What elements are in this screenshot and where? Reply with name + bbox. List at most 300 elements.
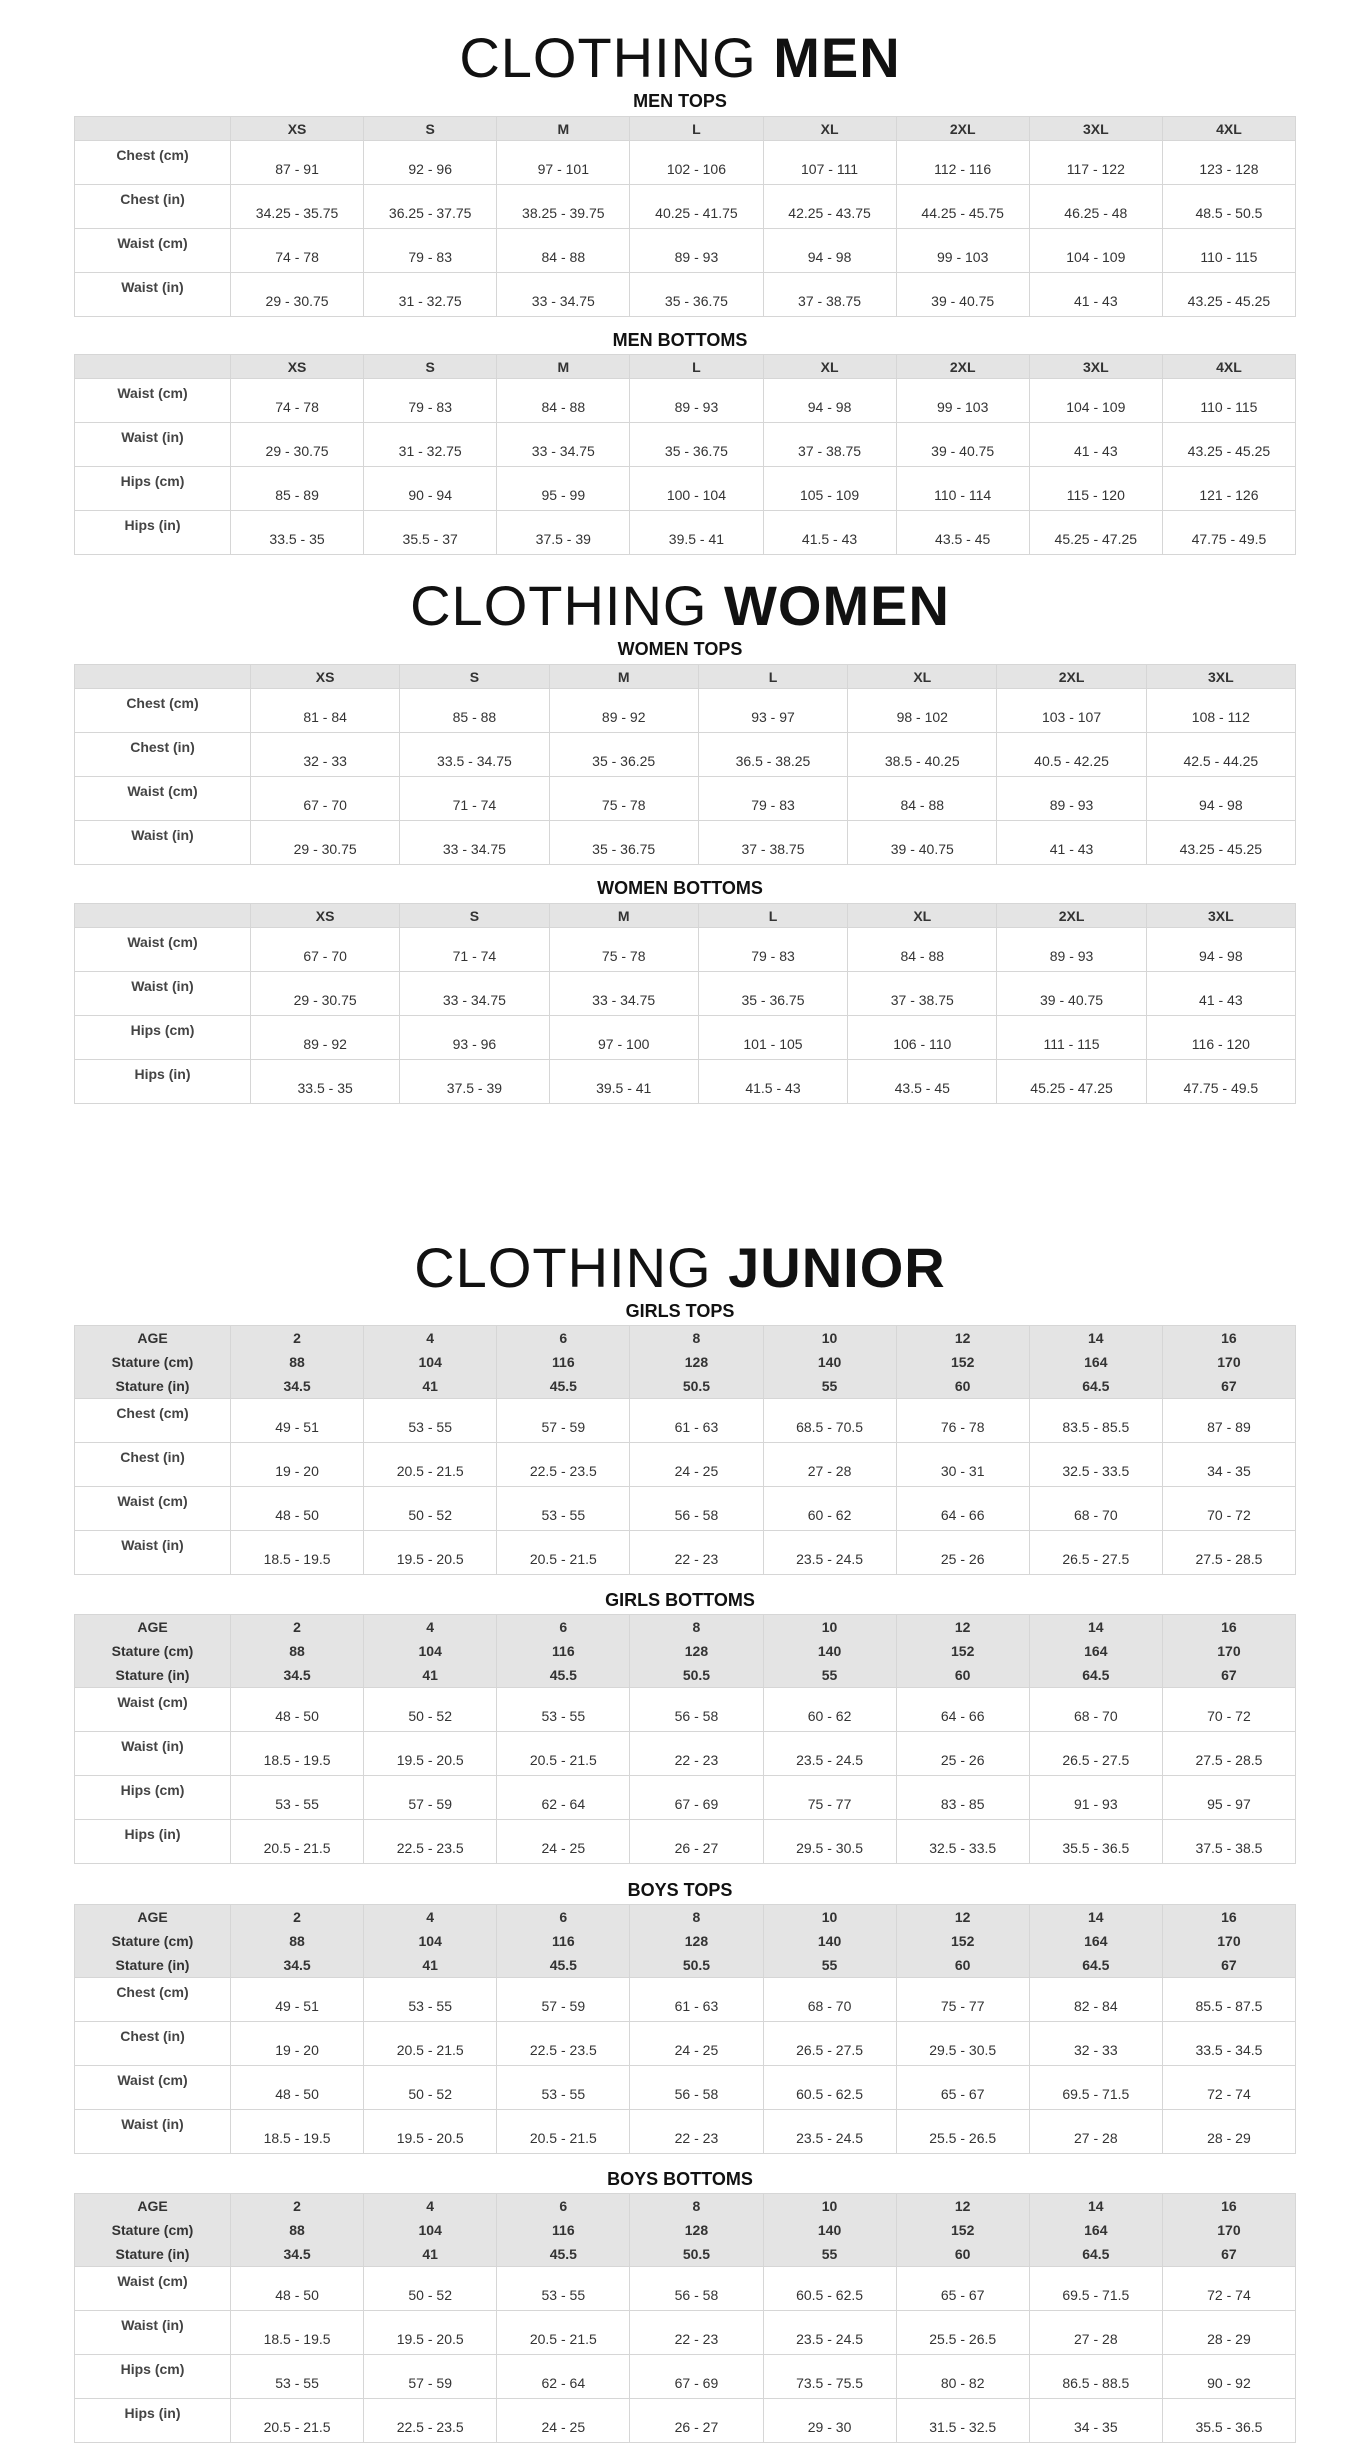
measurement-cell: 60 - 62 — [763, 1688, 896, 1732]
measurement-cell: 68 - 70 — [1029, 1487, 1162, 1531]
size-header-cell: M — [497, 117, 630, 141]
measurement-cell: 31 - 32.75 — [364, 273, 497, 317]
measurement-cell: 57 - 59 — [364, 2355, 497, 2399]
measurement-cell: 92 - 96 — [364, 141, 497, 185]
row-label: Waist (in) — [75, 2311, 231, 2355]
size-header-cell: L — [698, 904, 847, 928]
measurement-cell: 41 - 43 — [1029, 423, 1162, 467]
measurement-cell: 20.5 - 21.5 — [497, 1531, 630, 1575]
measurement-cell: 89 - 92 — [251, 1016, 400, 1060]
age-header-cell: 6 — [497, 1905, 630, 1930]
age-header-cell: 2 — [231, 1905, 364, 1930]
measurement-cell: 32 - 33 — [251, 733, 400, 777]
measurement-cell: 53 - 55 — [497, 1688, 630, 1732]
row-label: Hips (cm) — [75, 467, 231, 511]
stature-cm-header-cell: 116 — [497, 1639, 630, 1663]
stature-cm-header-label: Stature (cm) — [75, 1639, 231, 1663]
measurement-cell: 90 - 94 — [364, 467, 497, 511]
section-title-junior — [0, 1236, 1360, 1299]
stature-in-header-label: Stature (in) — [75, 1953, 231, 1978]
stature-cm-header-cell: 164 — [1029, 1929, 1162, 1953]
measurement-cell: 20.5 - 21.5 — [231, 2399, 364, 2443]
table-row — [75, 1016, 1296, 1060]
measurement-cell: 123 - 128 — [1162, 141, 1295, 185]
measurement-cell: 27 - 28 — [763, 1443, 896, 1487]
measurement-cell: 41 - 43 — [1146, 972, 1295, 1016]
size-header-cell: XL — [763, 355, 896, 379]
measurement-cell: 57 - 59 — [497, 1978, 630, 2022]
age-header-cell: 6 — [497, 1326, 630, 1351]
age-header-cell: 10 — [763, 1905, 896, 1930]
measurement-cell: 26 - 27 — [630, 1820, 763, 1864]
stature-in-header-cell: 64.5 — [1029, 1374, 1162, 1399]
stature-cm-header-cell: 128 — [630, 1929, 763, 1953]
measurement-cell: 29 - 30.75 — [251, 821, 400, 865]
stature-cm-header-cell: 164 — [1029, 2218, 1162, 2242]
measurement-cell: 110 - 114 — [896, 467, 1029, 511]
size-header-cell: XL — [848, 904, 997, 928]
table-row — [75, 777, 1296, 821]
row-label: Chest (in) — [75, 185, 231, 229]
measurement-cell: 29 - 30 — [763, 2399, 896, 2443]
measurement-cell: 20.5 - 21.5 — [497, 1732, 630, 1776]
measurement-cell: 105 - 109 — [763, 467, 896, 511]
measurement-cell: 23.5 - 24.5 — [763, 2110, 896, 2154]
stature-cm-header-cell: 164 — [1029, 1639, 1162, 1663]
measurement-cell: 47.75 - 49.5 — [1146, 1060, 1295, 1104]
measurement-cell: 41.5 - 43 — [763, 511, 896, 555]
measurement-cell: 29.5 - 30.5 — [763, 1820, 896, 1864]
measurement-cell: 29.5 - 30.5 — [896, 2022, 1029, 2066]
size-header-cell: L — [698, 665, 847, 689]
row-label: Waist (cm) — [75, 777, 251, 821]
age-header-cell: 14 — [1029, 1326, 1162, 1351]
measurement-cell: 25.5 - 26.5 — [896, 2311, 1029, 2355]
measurement-cell: 110 - 115 — [1162, 379, 1295, 423]
measurement-cell: 50 - 52 — [364, 2066, 497, 2110]
measurement-cell: 62 - 64 — [497, 2355, 630, 2399]
size-header-cell: S — [400, 665, 549, 689]
section-title-women — [0, 574, 1360, 637]
measurement-cell: 19.5 - 20.5 — [364, 1531, 497, 1575]
table-row — [75, 1688, 1296, 1732]
table-row — [75, 2355, 1296, 2399]
measurement-cell: 117 - 122 — [1029, 141, 1162, 185]
stature-in-header-cell: 64.5 — [1029, 1663, 1162, 1688]
measurement-cell: 37.5 - 38.5 — [1162, 1820, 1295, 1864]
table-row — [75, 1531, 1296, 1575]
stature-cm-header-cell: 88 — [231, 1639, 364, 1663]
measurement-cell: 50 - 52 — [364, 1688, 497, 1732]
measurement-cell: 33.5 - 34.75 — [400, 733, 549, 777]
measurement-cell: 18.5 - 19.5 — [231, 1531, 364, 1575]
measurement-cell: 33 - 34.75 — [400, 972, 549, 1016]
age-header-cell: 16 — [1162, 2194, 1295, 2219]
stature-cm-header-cell: 140 — [763, 1929, 896, 1953]
stature-in-header-cell: 67 — [1162, 2242, 1295, 2267]
measurement-cell: 24 - 25 — [497, 1820, 630, 1864]
stature-in-header-cell: 50.5 — [630, 1953, 763, 1978]
measurement-cell: 102 - 106 — [630, 141, 763, 185]
table-title-girls-tops: GIRLS TOPS — [625, 1301, 735, 1321]
size-header-cell: 4XL — [1162, 355, 1295, 379]
table-row — [75, 1487, 1296, 1531]
measurement-cell: 79 - 83 — [364, 229, 497, 273]
table-row — [75, 1060, 1296, 1104]
measurement-cell: 61 - 63 — [630, 1399, 763, 1443]
measurement-cell: 87 - 89 — [1162, 1399, 1295, 1443]
size-header-cell: 3XL — [1029, 355, 1162, 379]
stature-in-header-cell: 67 — [1162, 1953, 1295, 1978]
section-title-bold: JUNIOR — [728, 1236, 946, 1299]
stature-in-header-cell: 55 — [763, 1374, 896, 1399]
measurement-cell: 97 - 101 — [497, 141, 630, 185]
measurement-cell: 85.5 - 87.5 — [1162, 1978, 1295, 2022]
measurement-cell: 44.25 - 45.75 — [896, 185, 1029, 229]
measurement-cell: 86.5 - 88.5 — [1029, 2355, 1162, 2399]
measurement-cell: 53 - 55 — [364, 1399, 497, 1443]
stature-cm-header-label: Stature (cm) — [75, 1929, 231, 1953]
row-label: Waist (cm) — [75, 1487, 231, 1531]
measurement-cell: 48 - 50 — [231, 1688, 364, 1732]
stature-in-header-cell: 41 — [364, 1663, 497, 1688]
stature-cm-header-label: Stature (cm) — [75, 2218, 231, 2242]
measurement-cell: 20.5 - 21.5 — [231, 1820, 364, 1864]
size-header-row — [75, 117, 1296, 141]
measurement-cell: 27.5 - 28.5 — [1162, 1531, 1295, 1575]
measurement-cell: 89 - 93 — [997, 777, 1146, 821]
size-header-cell: 3XL — [1146, 665, 1295, 689]
row-label: Waist (cm) — [75, 2066, 231, 2110]
age-header-row — [75, 1326, 1296, 1351]
measurement-cell: 71 - 74 — [400, 777, 549, 821]
measurement-cell: 72 - 74 — [1162, 2267, 1295, 2311]
measurement-cell: 73.5 - 75.5 — [763, 2355, 896, 2399]
measurement-cell: 116 - 120 — [1146, 1016, 1295, 1060]
stature-cm-header-cell: 128 — [630, 2218, 763, 2242]
measurement-cell: 84 - 88 — [497, 379, 630, 423]
size-table-girls-tops — [74, 1325, 1296, 1575]
measurement-cell: 36.5 - 38.25 — [698, 733, 847, 777]
measurement-cell: 75 - 78 — [549, 777, 698, 821]
measurement-cell: 70 - 72 — [1162, 1688, 1295, 1732]
table-row — [75, 511, 1296, 555]
table-row — [75, 1820, 1296, 1864]
measurement-cell: 89 - 93 — [630, 379, 763, 423]
measurement-cell: 47.75 - 49.5 — [1162, 511, 1295, 555]
measurement-cell: 121 - 126 — [1162, 467, 1295, 511]
age-header-label: AGE — [75, 2194, 231, 2219]
measurement-cell: 38.25 - 39.75 — [497, 185, 630, 229]
measurement-cell: 69.5 - 71.5 — [1029, 2066, 1162, 2110]
row-label: Chest (cm) — [75, 689, 251, 733]
size-header-cell: M — [549, 665, 698, 689]
stature-in-header-row — [75, 1374, 1296, 1399]
measurement-cell: 18.5 - 19.5 — [231, 2311, 364, 2355]
table-title-boys-bottoms: BOYS BOTTOMS — [607, 2169, 753, 2189]
age-header-cell: 16 — [1162, 1905, 1295, 1930]
stature-cm-header-cell: 88 — [231, 2218, 364, 2242]
stature-in-header-cell: 34.5 — [231, 1663, 364, 1688]
measurement-cell: 28 - 29 — [1162, 2110, 1295, 2154]
measurement-cell: 32.5 - 33.5 — [1029, 1443, 1162, 1487]
measurement-cell: 35 - 36.75 — [549, 821, 698, 865]
measurement-cell: 108 - 112 — [1146, 689, 1295, 733]
measurement-cell: 94 - 98 — [1146, 777, 1295, 821]
age-header-cell: 8 — [630, 1326, 763, 1351]
measurement-cell: 20.5 - 21.5 — [364, 1443, 497, 1487]
measurement-cell: 28 - 29 — [1162, 2311, 1295, 2355]
measurement-cell: 35 - 36.25 — [549, 733, 698, 777]
measurement-cell: 39 - 40.75 — [848, 821, 997, 865]
measurement-cell: 49 - 51 — [231, 1978, 364, 2022]
age-header-cell: 14 — [1029, 1905, 1162, 1930]
measurement-cell: 48 - 50 — [231, 2267, 364, 2311]
stature-cm-header-cell: 104 — [364, 1639, 497, 1663]
measurement-cell: 99 - 103 — [896, 229, 1029, 273]
measurement-cell: 41 - 43 — [997, 821, 1146, 865]
size-header-cell: 3XL — [1146, 904, 1295, 928]
stature-cm-header-cell: 116 — [497, 2218, 630, 2242]
measurement-cell: 79 - 83 — [698, 777, 847, 821]
table-row — [75, 141, 1296, 185]
size-table-men-tops — [74, 116, 1296, 317]
measurement-cell: 42.25 - 43.75 — [763, 185, 896, 229]
size-header-cell: 2XL — [997, 665, 1146, 689]
measurement-cell: 84 - 88 — [848, 928, 997, 972]
measurement-cell: 39 - 40.75 — [896, 423, 1029, 467]
row-label: Waist (in) — [75, 972, 251, 1016]
measurement-cell: 39.5 - 41 — [549, 1060, 698, 1104]
age-header-cell: 10 — [763, 1615, 896, 1640]
measurement-cell: 48.5 - 50.5 — [1162, 185, 1295, 229]
measurement-cell: 39 - 40.75 — [896, 273, 1029, 317]
row-label: Hips (cm) — [75, 1776, 231, 1820]
stature-cm-header-cell: 104 — [364, 1350, 497, 1374]
measurement-cell: 62 - 64 — [497, 1776, 630, 1820]
stature-in-header-cell: 45.5 — [497, 2242, 630, 2267]
measurement-cell: 29 - 30.75 — [231, 273, 364, 317]
table-row — [75, 2110, 1296, 2154]
measurement-cell: 37 - 38.75 — [848, 972, 997, 1016]
measurement-cell: 43.25 - 45.25 — [1162, 273, 1295, 317]
stature-cm-header-cell: 140 — [763, 1350, 896, 1374]
age-header-cell: 12 — [896, 1326, 1029, 1351]
measurement-cell: 85 - 88 — [400, 689, 549, 733]
measurement-cell: 79 - 83 — [364, 379, 497, 423]
section-title-light: CLOTHING — [459, 26, 774, 89]
stature-in-header-cell: 64.5 — [1029, 1953, 1162, 1978]
row-label: Chest (in) — [75, 733, 251, 777]
size-header-cell: XS — [231, 355, 364, 379]
measurement-cell: 60.5 - 62.5 — [763, 2066, 896, 2110]
measurement-cell: 20.5 - 21.5 — [364, 2022, 497, 2066]
row-label: Hips (in) — [75, 2399, 231, 2443]
row-label: Chest (cm) — [75, 1399, 231, 1443]
stature-in-header-cell: 67 — [1162, 1374, 1295, 1399]
section-title-men — [0, 26, 1360, 89]
measurement-cell: 19.5 - 20.5 — [364, 1732, 497, 1776]
age-header-label: AGE — [75, 1326, 231, 1351]
stature-cm-header-cell: 152 — [896, 1350, 1029, 1374]
age-header-row — [75, 1905, 1296, 1930]
stature-in-header-cell: 55 — [763, 2242, 896, 2267]
measurement-cell: 67 - 69 — [630, 1776, 763, 1820]
measurement-cell: 72 - 74 — [1162, 2066, 1295, 2110]
measurement-cell: 37.5 - 39 — [497, 511, 630, 555]
stature-in-header-cell: 45.5 — [497, 1953, 630, 1978]
measurement-cell: 40.25 - 41.75 — [630, 185, 763, 229]
measurement-cell: 53 - 55 — [497, 2267, 630, 2311]
table-row — [75, 2399, 1296, 2443]
stature-cm-header-cell: 152 — [896, 1929, 1029, 1953]
row-label: Hips (in) — [75, 1060, 251, 1104]
table-title-men-tops: MEN TOPS — [633, 91, 727, 111]
stature-cm-header-cell: 170 — [1162, 1639, 1295, 1663]
measurement-cell: 19.5 - 20.5 — [364, 2110, 497, 2154]
size-header-cell: M — [549, 904, 698, 928]
size-header-row — [75, 665, 1296, 689]
measurement-cell: 84 - 88 — [848, 777, 997, 821]
measurement-cell: 68 - 70 — [763, 1978, 896, 2022]
table-row — [75, 2267, 1296, 2311]
size-header-cell: M — [497, 355, 630, 379]
measurement-cell: 35 - 36.75 — [630, 273, 763, 317]
table-row — [75, 689, 1296, 733]
measurement-cell: 95 - 97 — [1162, 1776, 1295, 1820]
size-header-cell: 2XL — [997, 904, 1146, 928]
size-header-row — [75, 904, 1296, 928]
measurement-cell: 110 - 115 — [1162, 229, 1295, 273]
age-header-cell: 12 — [896, 1615, 1029, 1640]
section-title-light: CLOTHING — [410, 574, 725, 637]
measurement-cell: 115 - 120 — [1029, 467, 1162, 511]
measurement-cell: 43.5 - 45 — [848, 1060, 997, 1104]
stature-cm-header-cell: 170 — [1162, 1350, 1295, 1374]
measurement-cell: 91 - 93 — [1029, 1776, 1162, 1820]
measurement-cell: 69.5 - 71.5 — [1029, 2267, 1162, 2311]
measurement-cell: 22 - 23 — [630, 1732, 763, 1776]
stature-in-header-cell: 60 — [896, 1663, 1029, 1688]
measurement-cell: 24 - 25 — [630, 2022, 763, 2066]
table-title-women-bottoms: WOMEN BOTTOMS — [597, 878, 763, 898]
size-header-cell: L — [630, 117, 763, 141]
row-label: Hips (cm) — [75, 2355, 231, 2399]
stature-in-header-cell: 41 — [364, 2242, 497, 2267]
measurement-cell: 35.5 - 37 — [364, 511, 497, 555]
table-row — [75, 185, 1296, 229]
measurement-cell: 33.5 - 35 — [251, 1060, 400, 1104]
stature-in-header-label: Stature (in) — [75, 1374, 231, 1399]
age-header-cell: 12 — [896, 2194, 1029, 2219]
measurement-cell: 61 - 63 — [630, 1978, 763, 2022]
measurement-cell: 26.5 - 27.5 — [1029, 1531, 1162, 1575]
stature-cm-header-row — [75, 1929, 1296, 1953]
row-label: Waist (in) — [75, 821, 251, 865]
measurement-cell: 35.5 - 36.5 — [1029, 1820, 1162, 1864]
measurement-cell: 97 - 100 — [549, 1016, 698, 1060]
stature-in-header-label: Stature (in) — [75, 2242, 231, 2267]
measurement-cell: 27 - 28 — [1029, 2110, 1162, 2154]
stature-cm-header-cell: 116 — [497, 1350, 630, 1374]
measurement-cell: 112 - 116 — [896, 141, 1029, 185]
stature-cm-header-cell: 128 — [630, 1350, 763, 1374]
stature-in-header-cell: 64.5 — [1029, 2242, 1162, 2267]
stature-in-header-cell: 67 — [1162, 1663, 1295, 1688]
stature-cm-header-cell: 128 — [630, 1639, 763, 1663]
measurement-cell: 32 - 33 — [1029, 2022, 1162, 2066]
measurement-cell: 57 - 59 — [364, 1776, 497, 1820]
size-table-boys-tops — [74, 1904, 1296, 2154]
measurement-cell: 34 - 35 — [1162, 1443, 1295, 1487]
size-header-cell: XL — [763, 117, 896, 141]
row-label: Waist (cm) — [75, 928, 251, 972]
measurement-cell: 50 - 52 — [364, 2267, 497, 2311]
measurement-cell: 35.5 - 36.5 — [1162, 2399, 1295, 2443]
size-header-cell: XS — [251, 665, 400, 689]
size-header-cell: S — [364, 355, 497, 379]
stature-cm-header-cell: 152 — [896, 1639, 1029, 1663]
age-header-cell: 2 — [231, 1326, 364, 1351]
measurement-cell: 32.5 - 33.5 — [896, 1820, 1029, 1864]
table-row — [75, 1732, 1296, 1776]
row-label: Waist (in) — [75, 423, 231, 467]
measurement-cell: 60 - 62 — [763, 1487, 896, 1531]
table-row — [75, 928, 1296, 972]
measurement-cell: 79 - 83 — [698, 928, 847, 972]
stature-in-header-row — [75, 2242, 1296, 2267]
header-corner-cell — [75, 117, 231, 141]
measurement-cell: 34 - 35 — [1029, 2399, 1162, 2443]
measurement-cell: 89 - 93 — [630, 229, 763, 273]
row-label: Hips (cm) — [75, 1016, 251, 1060]
stature-in-header-cell: 60 — [896, 1374, 1029, 1399]
size-table-women-tops — [74, 664, 1296, 865]
table-row — [75, 2066, 1296, 2110]
size-header-cell: 4XL — [1162, 117, 1295, 141]
stature-in-header-cell: 50.5 — [630, 1374, 763, 1399]
size-table-women-bottoms — [74, 903, 1296, 1104]
measurement-cell: 74 - 78 — [231, 379, 364, 423]
measurement-cell: 22.5 - 23.5 — [497, 1443, 630, 1487]
stature-cm-header-row — [75, 1639, 1296, 1663]
measurement-cell: 38.5 - 40.25 — [848, 733, 997, 777]
measurement-cell: 64 - 66 — [896, 1688, 1029, 1732]
measurement-cell: 41 - 43 — [1029, 273, 1162, 317]
stature-in-header-cell: 50.5 — [630, 2242, 763, 2267]
measurement-cell: 60.5 - 62.5 — [763, 2267, 896, 2311]
measurement-cell: 45.25 - 47.25 — [997, 1060, 1146, 1104]
measurement-cell: 53 - 55 — [364, 1978, 497, 2022]
table-row — [75, 229, 1296, 273]
measurement-cell: 99 - 103 — [896, 379, 1029, 423]
measurement-cell: 50 - 52 — [364, 1487, 497, 1531]
measurement-cell: 24 - 25 — [630, 1443, 763, 1487]
measurement-cell: 64 - 66 — [896, 1487, 1029, 1531]
age-header-cell: 4 — [364, 2194, 497, 2219]
measurement-cell: 22.5 - 23.5 — [364, 1820, 497, 1864]
measurement-cell: 65 - 67 — [896, 2267, 1029, 2311]
measurement-cell: 37 - 38.75 — [763, 423, 896, 467]
measurement-cell: 39 - 40.75 — [997, 972, 1146, 1016]
measurement-cell: 33 - 34.75 — [497, 273, 630, 317]
age-header-cell: 2 — [231, 2194, 364, 2219]
measurement-cell: 94 - 98 — [1146, 928, 1295, 972]
measurement-cell: 70 - 72 — [1162, 1487, 1295, 1531]
measurement-cell: 20.5 - 21.5 — [497, 2110, 630, 2154]
header-corner-cell — [75, 355, 231, 379]
table-row — [75, 2311, 1296, 2355]
